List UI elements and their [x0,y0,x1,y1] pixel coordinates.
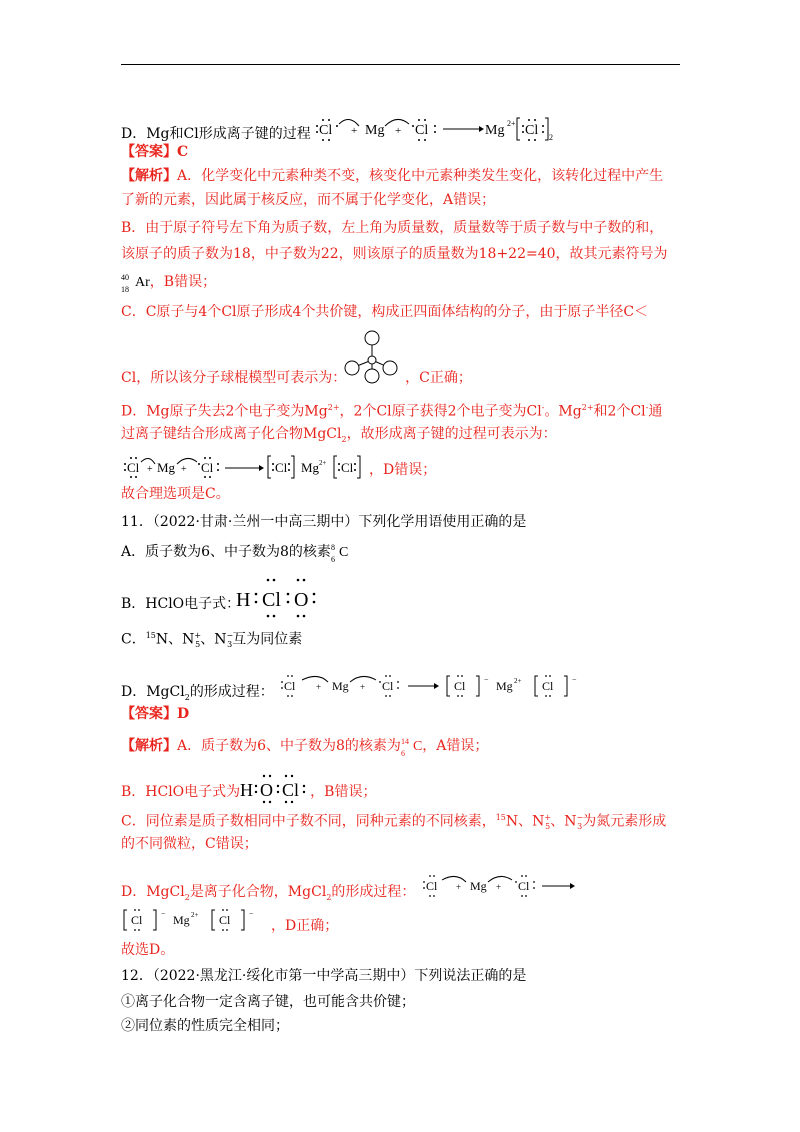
isotope-ar [121,272,135,294]
d2-plus-1: + [147,464,153,475]
a2d-cl-1: Cl [425,879,438,893]
hclo-electron-formula-1 [232,574,322,620]
q11-d-suffix: 的形成过程： [189,684,274,700]
sup-mg-2: 2+ [581,403,594,412]
q12-item-1 [121,992,415,1012]
analysis-text-8b: ，2个Cl原子获得2个电子变为Cl [339,403,542,420]
isotope-c-8-symbol: C [338,545,349,560]
analysis-text-4: 该原子的质子数为18，中子数为22，则该原子的质量数为18+22=40，故其元素符号为 [121,246,668,262]
a2e-minus-2: − [249,909,254,918]
option-d-line [121,112,575,146]
isotope-c-8 [330,542,339,564]
a2e-mg2: Mg [173,913,190,927]
analysis-text-9b: ，故形成离子键的过程可表示为： [346,426,557,442]
d2-mg2: Mg [301,460,320,475]
q11d-cl-3: Cl [454,679,466,693]
a2d-plus-1: + [455,882,461,892]
diagram-cl-2: Cl [415,123,429,138]
q11-d-prefix: D．MgCl [121,684,185,700]
q11-c-sup15: 15 [145,631,156,640]
q11d-minus-2: − [572,675,577,684]
q12-item-2 [121,1016,289,1036]
q11-c-prefix: C． [121,631,146,648]
a2-sup-plus: + [544,813,552,822]
isotope-ar-z: 18 [121,285,129,294]
a2-sub-2: 2 [326,892,332,902]
a2d-cl-2: Cl [517,879,530,893]
answer-line-1 [121,142,188,162]
question-12 [121,966,526,986]
d2-cl-3: Cl [275,460,288,475]
d2-mg: Mg [157,460,176,475]
mgcl2-formation-diagram-2a [420,872,580,902]
analysis-line-9 [121,424,557,450]
mg-cl-ionic-diagram-2 [121,452,369,482]
a2-sub5: 5 [545,822,551,832]
analysis2-line-7 [121,940,174,960]
answer-line-2 [121,704,189,724]
analysis2-text-2b: ，B错误； [310,784,377,800]
q12-item-1-text: ①离子化合物一定含离子键，也可能含共价键； [121,994,415,1010]
a2-sub3: 3 [577,822,583,832]
analysis-line-7 [121,368,472,388]
isotope-c-14-symbol: C [412,739,423,754]
analysis-text-8c: 。Mg [544,403,582,420]
a2e-cl-2: Cl [219,913,231,927]
q11d-mg2: Mg [496,679,513,693]
q11-option-d [121,672,588,708]
analysis-tag-2: 【解析】 [121,738,177,754]
q11-d-sub: 2 [184,692,190,702]
analysis-line-10 [121,452,436,482]
answer-tag-2: 【答案】 [121,706,177,722]
analysis2-text-5b: 是离子化合物，MgCl [189,884,327,900]
analysis2-text-1b: ，A错误； [422,738,489,754]
a2-sup15: 15 [495,813,506,822]
analysis-line-4 [121,244,668,264]
q11d-cl-2: Cl [382,679,394,693]
q11-c-n1: N、N [155,631,195,648]
analysis-text-8e: 通 [648,403,663,420]
q12-item-2-text: ②同位素的性质完全相同； [121,1018,289,1034]
mg-cl-ionic-diagram-1 [315,112,575,146]
a2-sub-1: 2 [184,892,190,902]
answer-tag-1: 【答案】 [121,144,177,160]
d2-plus-2: + [181,464,187,475]
b2-cl: Cl [282,780,300,800]
diagram-sub2-1: 2 [549,133,554,142]
analysis-tag-1: 【解析】 [121,168,177,184]
analysis-line-1 [121,166,663,186]
q11d-sup2: 2+ [514,677,522,685]
isotope-c-8-z: 6 [330,555,335,564]
d2-cl-2: Cl [201,460,214,475]
analysis-text-10: ，D错误； [369,462,437,478]
q11-option-b [121,594,240,614]
q11-option-a [121,542,348,563]
q11-c-n2: 、N [200,631,227,648]
isotope-c-14-z: 6 [400,749,405,758]
header-rule [121,64,680,65]
analysis-line-8 [121,398,662,422]
analysis-line-5 [121,272,216,293]
mgcl2-formation-diagram-1 [278,672,588,702]
analysis2-text-2a: B．HClO电子式为 [121,784,241,800]
analysis-text-8d: 和2个Cl [593,403,646,420]
a2d-plus-2: + [495,882,501,892]
q11d-plus-1: + [316,682,322,692]
hclo-electron-formula-2 [240,772,310,804]
q11-option-b-text: B．HClO电子式： [121,596,241,612]
mgcl2-formation-diagram-2b [121,906,271,936]
a2d-mg: Mg [469,879,487,893]
sub-mgcl2-1: 2 [341,434,347,444]
analysis2-text-3b: N、N [505,813,545,830]
sup-cl-2: - [645,403,649,412]
analysis2-text-3c: 、N [550,813,577,830]
isotope-c-14 [400,736,413,758]
analysis-text-8a: D．Mg原子失去2个电子变为Mg [121,403,328,420]
question-11 [121,512,526,532]
q11d-plus-2: + [360,682,366,692]
sup-cl-1: - [541,403,545,412]
analysis-text-7a: Cl，所以该分子球棍模型可表示为： [121,370,347,386]
a2e-sup2: 2+ [191,911,199,919]
a2e-cl-1: Cl [131,913,143,927]
q11-c-sup-plus: + [194,631,202,640]
diagram-cl-3: Cl [525,123,539,138]
answer-value-2: D [177,706,190,722]
b1-o: O [294,589,309,611]
analysis-text-9a: 过离子键结合形成离子化合物MgCl [121,426,342,442]
b2-o: O [260,780,274,800]
b1-h: H [236,589,251,611]
sup-mg-1: 2+ [327,403,340,412]
analysis2-text-3a: C．同位素是质子数相同中子数不同，同种元素的不同核素， [121,813,496,830]
isotope-ar-symbol: Ar [135,275,150,290]
analysis-text-11: 故合理选项是C。 [121,486,230,502]
question-12-text: 12．（2022·黑龙江·绥化市第一中学高三期中）下列说法正确的是 [121,968,527,984]
analysis2-line-5 [121,872,580,908]
q11d-cl-1: Cl [284,679,296,693]
option-d-text: D．Mg和Cl形成离子键的过程 [121,126,311,142]
diagram-mg2-1: Mg [485,123,505,138]
analysis-line-11 [121,484,230,504]
analysis2-text-4: 的不同微粒，C错误； [121,836,258,852]
isotope-c-14-mass: 14 [400,737,409,746]
question-11-text: 11．（2022·甘肃·兰州一中高三期中）下列化学用语使用正确的是 [121,514,527,530]
analysis2-line-2 [121,772,376,804]
ccl4-ball-stick-model-icon [342,330,402,390]
isotope-ar-mass: 40 [121,273,129,282]
q11-c-sup-minus: − [226,631,234,640]
isotope-c-8-mass: 8 [330,543,335,552]
analysis2-text-5c: 的形成过程： [331,884,416,900]
b1-cl: Cl [262,589,281,611]
analysis-text-7b: ，C正确； [405,370,472,386]
b2-h: H [240,780,254,800]
analysis2-text-1a: A．质子数为6、中子数为8的核素为 [177,738,401,754]
analysis2-line-4 [121,834,258,854]
d2-cl-4: Cl [341,460,354,475]
analysis2-text-5a: D．MgCl [121,884,185,900]
answer-value-1: C [177,144,189,160]
analysis2-line-6 [121,906,338,936]
d2-sup2: 2+ [319,459,327,467]
q11d-mg: Mg [332,679,349,693]
diagram-mg-1: Mg [365,123,385,138]
a2-sup-minus: − [576,813,584,822]
q11-option-c [121,626,302,655]
q11-c-sub5: 5 [195,640,201,650]
d2-cl-1: Cl [127,460,140,475]
q11d-minus-1: − [484,675,489,684]
q11d-cl-4: Cl [542,679,554,693]
analysis-line-3 [121,218,663,238]
analysis2-line-1 [121,736,488,757]
analysis-text-5: ，B错误； [149,274,217,290]
analysis-text-1: A．化学变化中元素种类不变，核变化中元素种类发生变化，该转化过程中产生 [177,168,664,184]
a2e-minus-1: − [161,909,166,918]
q11-c-suffix: 互为同位素 [232,631,303,648]
diagram-plus-2: + [395,125,402,137]
analysis2-text-3d: 为氮元素形成 [582,813,667,830]
diagram-sup2-1: 2+ [507,119,516,128]
analysis2-text-6: ，D正确； [271,918,339,934]
diagram-plus-1: + [351,125,358,137]
analysis2-text-7: 故选D。 [121,942,175,958]
diagram-cl-1: Cl [319,123,333,138]
q11-c-sub3: 3 [227,640,233,650]
analysis-text-2: 了新的元素，因此属于核反应，而不属于化学变化，A错误； [121,192,496,208]
analysis-text-3: B．由于原子符号左下角为质子数，左上角为质量数，质量数等于质子数与中子数的和， [121,220,664,236]
q11-option-a-text: A．质子数为6、中子数为8的核素 [121,544,331,560]
analysis-line-6 [121,302,648,322]
analysis-text-6: C．C原子与4个Cl原子形成4个共价键，构成正四面体结构的分子，由于原子半径C＜ [121,304,649,320]
analysis-line-2 [121,190,495,210]
